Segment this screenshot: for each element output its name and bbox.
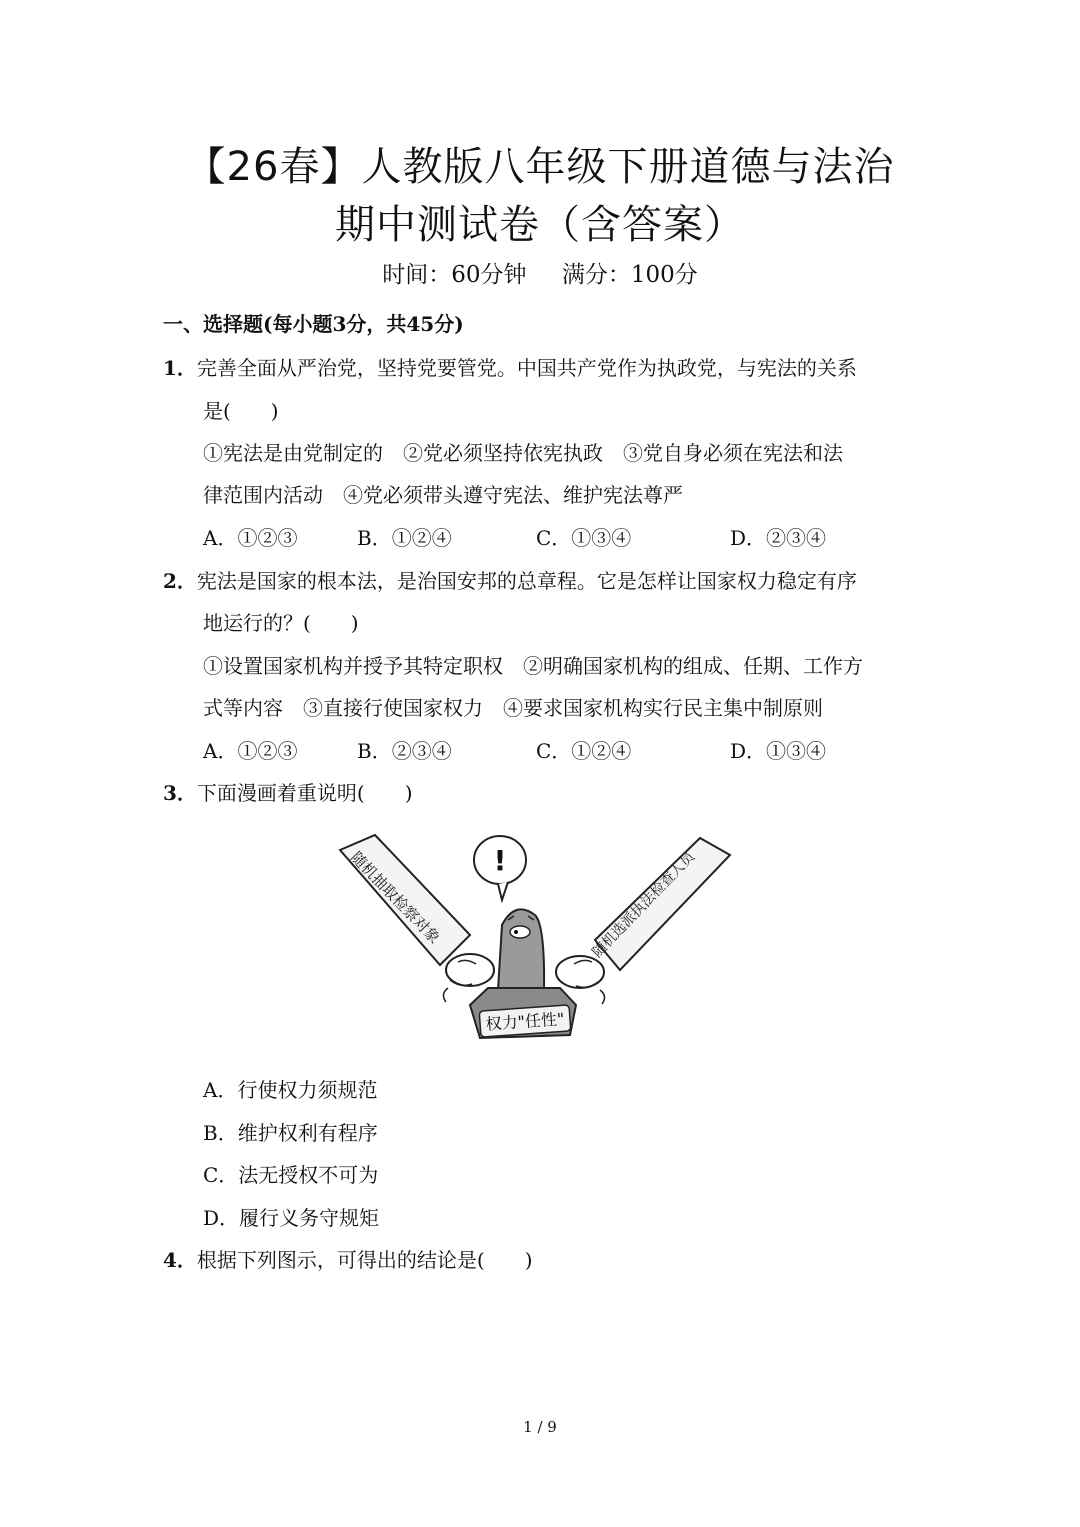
- q4-number: 4．: [163, 1248, 197, 1272]
- exam-meta: [0, 256, 1080, 289]
- section-heading: 一、选择题(每小题3分，共45分): [163, 312, 464, 336]
- q3-number: 3．: [163, 781, 197, 805]
- exam-score: 满分：100分: [561, 262, 698, 288]
- q2-stem-line-1: [163, 565, 857, 594]
- q4-stem-line: [163, 1244, 533, 1273]
- q3-option-d: D．履行义务守规矩: [203, 1206, 380, 1230]
- q1-option-d: D．②③④: [730, 526, 827, 550]
- q1-statement-line-2: 律范围内活动 ④党必须带头遵守宪法、维护宪法尊严: [203, 483, 683, 507]
- title-line-2: 期中测试卷（含答案）: [335, 202, 745, 248]
- q3-option-b: B．维护权利有程序: [203, 1121, 378, 1145]
- q3-stem-text: 下面漫画着重说明( ): [196, 781, 413, 805]
- q2-option-d: D．①③④: [730, 739, 827, 763]
- q1-stem-line-1: [163, 352, 857, 381]
- exclaim-mark: !: [493, 844, 507, 877]
- stamp-base-label: 权力"任性": [485, 1009, 565, 1034]
- q1-stem-text-1: 完善全面从严治党，坚持党要管党。中国共产党作为执政党，与宪法的关系: [196, 356, 857, 380]
- right-sleeve: [595, 838, 730, 970]
- q1-option-c: C．①③④: [536, 526, 632, 550]
- q1-statement-line-1: ①宪法是由党制定的 ②党必须坚持依宪执政 ③党自身必须在宪法和法: [203, 441, 843, 465]
- q2-statement-line-1: ①设置国家机构并授予其特定职权 ②明确国家机构的组成、任期、工作方: [203, 654, 863, 678]
- q2-stem-text-1: 宪法是国家的根本法，是治国安邦的总章程。它是怎样让国家权力稳定有序: [196, 569, 857, 593]
- q1-option-a: A．①②③: [203, 526, 298, 550]
- q2-option-a: A．①②③: [203, 739, 298, 763]
- exam-time: 时间：60分钟: [382, 262, 527, 288]
- left-hand: [446, 954, 494, 986]
- left-sleeve-label: 随机抽取检察对象: [347, 848, 444, 948]
- q2-option-b: B．②③④: [357, 739, 452, 763]
- page-number: 1 / 9: [523, 1418, 557, 1436]
- q3-option-c: C．法无授权不可为: [203, 1163, 379, 1187]
- q3-option-a: A．行使权力须规范: [203, 1078, 378, 1102]
- q4-stem-text: 根据下列图示，可得出的结论是( ): [196, 1248, 533, 1272]
- q1-stem-line-2: 是( ): [203, 399, 279, 423]
- stamp-character: [498, 909, 544, 990]
- q1-number: 1．: [163, 356, 197, 380]
- q2-option-c: C．①②④: [536, 739, 632, 763]
- power-cartoon-illustration: [330, 830, 750, 1055]
- right-sleeve-label: 随机选派执法检查人员: [589, 848, 699, 961]
- title-line-1: 【26春】人教版八年级下册道德与法治: [185, 144, 895, 190]
- q3-stem-line: [163, 777, 413, 806]
- q1-option-b: B．①②④: [357, 526, 452, 550]
- q2-number: 2．: [163, 569, 197, 593]
- q2-statement-line-2: 式等内容 ③直接行使国家权力 ④要求国家机构实行民主集中制原则: [203, 696, 823, 720]
- q2-stem-line-2: 地运行的？( ): [203, 611, 359, 635]
